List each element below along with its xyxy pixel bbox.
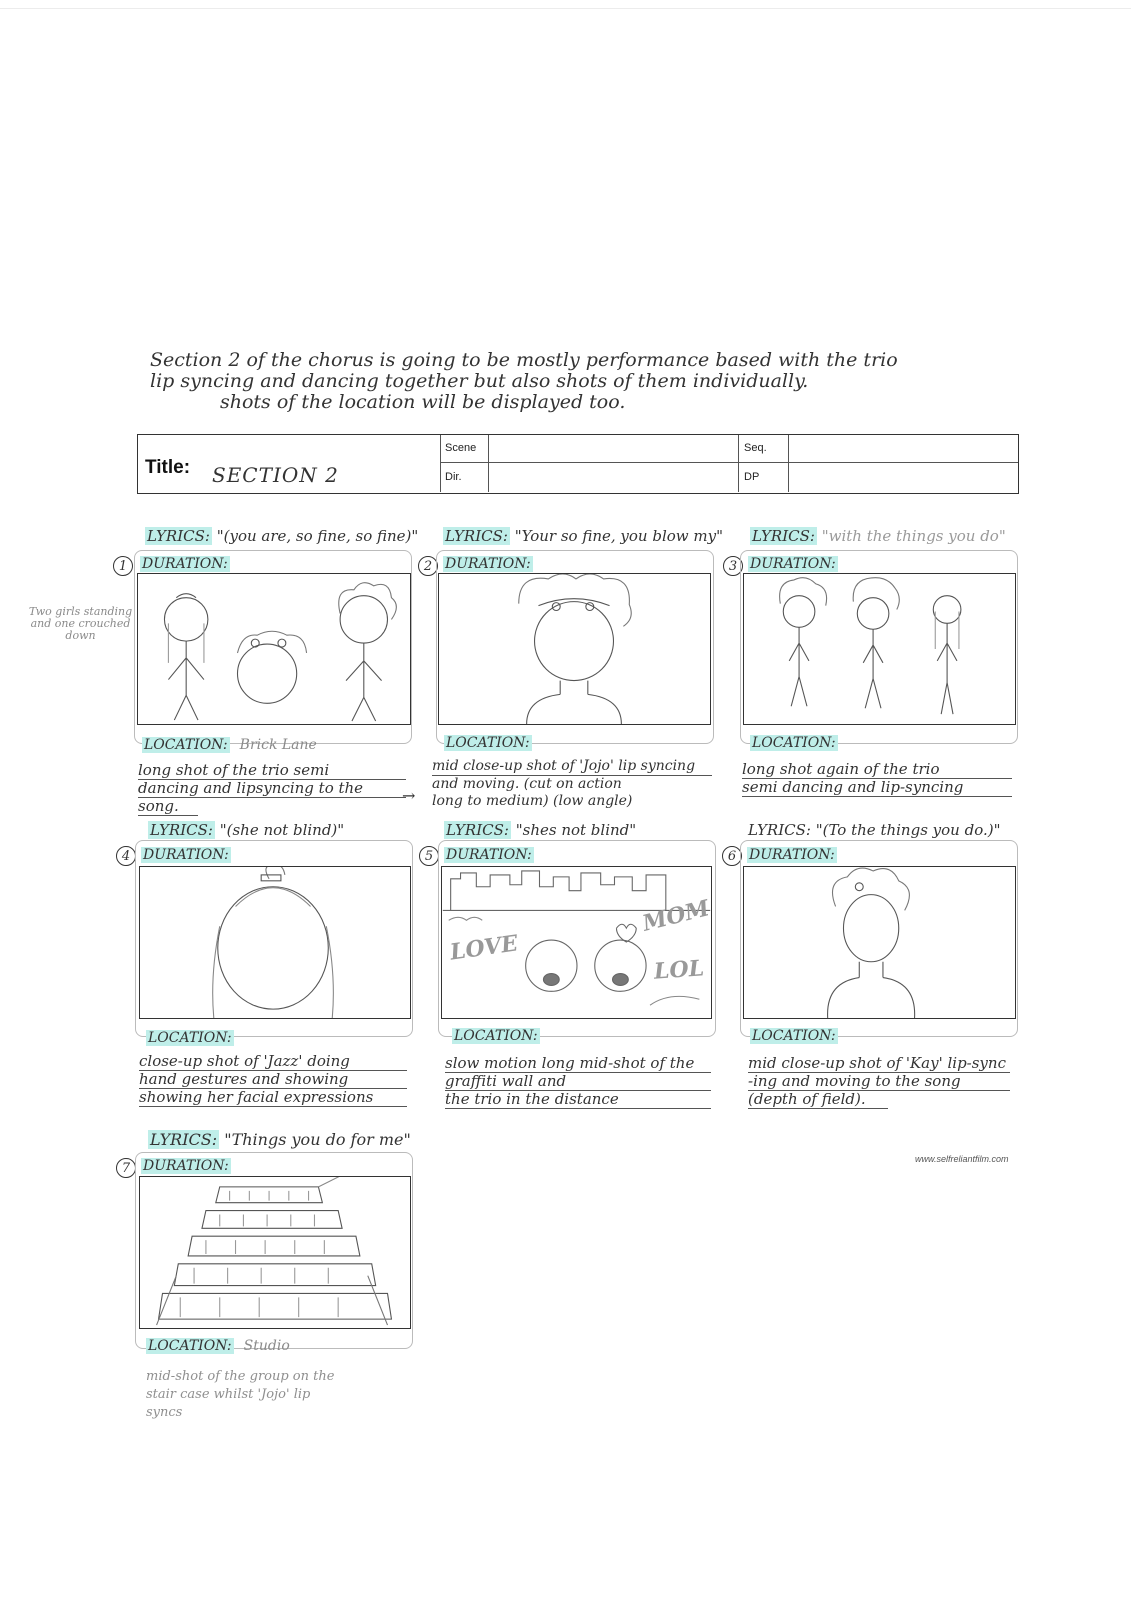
panel-7-number: 7 — [116, 1158, 136, 1178]
panel-4-jazz-sketch — [140, 867, 410, 1018]
panel-6-sketch-frame — [743, 866, 1016, 1019]
dir-field[interactable] — [490, 464, 736, 491]
intro-line-1: Section 2 of the chorus is going to be mostly performance based with the trio — [150, 349, 898, 371]
panel-4-number: 4 — [116, 846, 136, 866]
panel-6-number: 6 — [722, 846, 742, 866]
seq-field[interactable] — [790, 436, 1016, 461]
panel-2-sketch-frame — [438, 573, 711, 725]
dp-field[interactable] — [790, 464, 1016, 491]
dp-label: DP — [744, 471, 760, 483]
panel-4-description: close-up shot of 'Jazz' doing hand gestures and showing showing her facial expressions — [139, 1053, 407, 1107]
panel-5-lyrics: LYRICS: "shes not blind" — [446, 821, 637, 839]
panel-2-lyrics: LYRICS: "Your so fine, you blow my" — [445, 527, 723, 545]
panel-6-kay-sketch — [744, 867, 1015, 1018]
panel-1-description: long shot of the trio semi dancing and lipsyncing to the song. — [138, 762, 406, 816]
panel-3-lyrics: LYRICS: "with the things you do" — [752, 527, 1006, 545]
panel-4-duration-label: DURATION: — [143, 847, 229, 863]
panel-6-description: mid close-up shot of 'Kay' lip-sync -ing and moving to the song (depth of field). — [748, 1055, 1010, 1109]
panel-5-sketch-frame — [441, 866, 712, 1019]
storyboard-header-table — [137, 434, 1019, 494]
panel-6-duration-label: DURATION: — [749, 847, 835, 863]
panel-1-trio-sketch — [138, 574, 410, 724]
panel-2-duration-label: DURATION: — [445, 556, 531, 572]
panel-3-sketch-frame — [743, 573, 1016, 725]
scan-edge-line — [0, 8, 1131, 9]
dir-label: Dir. — [445, 471, 462, 483]
graffiti-mom-text: MOM — [639, 895, 713, 937]
panel-4-sketch-frame — [139, 866, 411, 1019]
panel-3-description: long shot again of the trio semi dancing and lip-syncing — [742, 761, 1012, 797]
panel-7-location: LOCATION: Studio — [148, 1338, 290, 1354]
graffiti-lol-text: LOL — [653, 955, 705, 985]
panel-5-description: slow motion long mid-shot of the graffiti wall and the trio in the distance — [445, 1055, 711, 1109]
panel-7-sketch-frame — [139, 1176, 411, 1329]
website-footer: www.selfreliantfilm.com — [915, 1154, 1009, 1164]
graffiti-love-text: LOVE — [448, 930, 520, 966]
title-value: SECTION 2 — [212, 463, 339, 487]
intro-line-2: lip syncing and dancing together but also shots of them individually. — [150, 370, 809, 392]
title-label: Title: — [145, 457, 191, 478]
panel-1-number: 1 — [113, 556, 133, 576]
panel-1-sketch-frame — [137, 573, 411, 725]
panel-6-lyrics: LYRICS: "(To the things you do.)" — [748, 821, 1001, 839]
panel-2-jojo-sketch — [439, 574, 710, 724]
panel-6-location: LOCATION: — [752, 1028, 836, 1044]
panel-4-lyrics: LYRICS: "(she not blind)" — [150, 821, 345, 839]
panel-2-location: LOCATION: — [446, 735, 530, 751]
panel-1-location: LOCATION: Brick Lane — [144, 737, 317, 753]
seq-label: Seq. — [744, 442, 767, 454]
panel-3-duration-label: DURATION: — [750, 556, 836, 572]
scene-field[interactable] — [490, 436, 736, 461]
scene-label: Scene — [445, 442, 477, 454]
panel-5-location: LOCATION: — [454, 1028, 538, 1044]
panel-1-lyrics: LYRICS: "(you are, so fine, so fine)" — [147, 527, 419, 545]
intro-text — [150, 350, 1030, 413]
panel-5-number: 5 — [419, 846, 439, 866]
cut-arrow-icon: → — [402, 786, 416, 805]
panel-7-duration-label: DURATION: — [143, 1158, 229, 1174]
panel-3-trio-sketch — [744, 574, 1015, 724]
panel-2-description: mid close-up shot of 'Jojo' lip syncing and moving. (cut on action long to medium) (low angle) — [432, 758, 712, 810]
panel-5-duration-label: DURATION: — [446, 847, 532, 863]
panel-2-number: 2 — [418, 556, 438, 576]
panel-3-location: LOCATION: — [752, 735, 836, 751]
panel-1-duration-label: DURATION: — [142, 556, 228, 572]
side-note: Two girls standing and one crouched down — [28, 605, 133, 642]
panel-4-location: LOCATION: — [148, 1030, 232, 1046]
panel-7-lyrics: LYRICS: "Things you do for me" — [150, 1130, 411, 1149]
panel-3-number: 3 — [723, 556, 743, 576]
panel-7-note: mid-shot of the group on the stair case whilst 'Jojo' lip syncs — [146, 1369, 335, 1420]
panel-7-staircase-sketch — [140, 1177, 410, 1328]
intro-line-3: shots of the location will be displayed too. — [220, 391, 626, 413]
